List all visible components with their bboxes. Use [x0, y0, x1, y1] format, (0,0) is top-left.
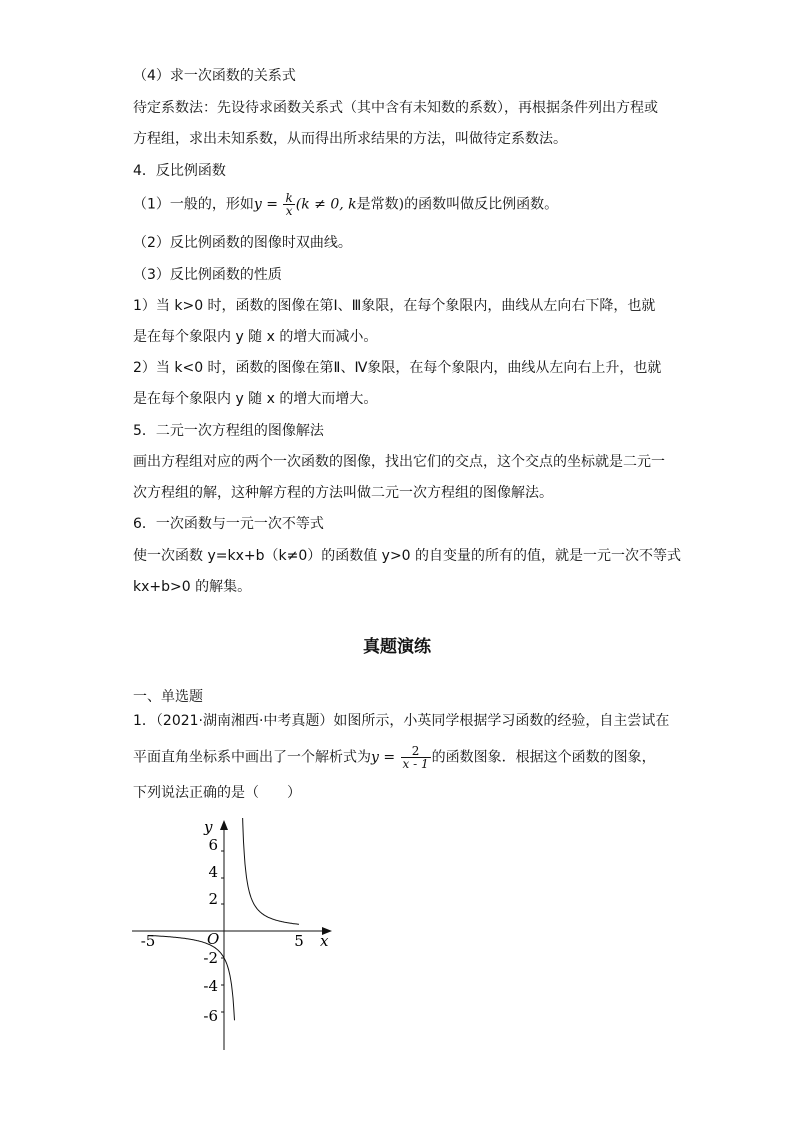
q1-den: x - 1 [402, 757, 429, 771]
l5-prefix: （1）一般的，形如 [133, 196, 254, 213]
text-line-10: 2）当 k<0 时，函数的图像在第Ⅱ、Ⅳ象限，在每个象限内，曲线从左向右上升，也就 [133, 360, 662, 376]
text-line-8: 1）当 k>0 时，函数的图像在第Ⅰ、Ⅲ象限，在每个象限内，曲线从左向右下降，也就 [133, 298, 656, 314]
y-tick-label-neg4: -4 [203, 977, 218, 995]
q1-num: 2 [401, 745, 431, 758]
x-axis-label: x [320, 932, 329, 950]
text-line-14: 次方程组的解，这种解方程的方法叫做二元一次方程组的图像解法。 [133, 485, 553, 501]
q1-post: 的函数图象．根据这个函数的图象， [431, 749, 656, 766]
q1-mid: 平面直角坐标系中画出了一个解析式为 [133, 749, 371, 766]
text-line-4: 4．反比例函数 [133, 163, 226, 179]
question-1-line-3: 下列说法正确的是（ ） [133, 785, 301, 801]
hyperbola-right-branch [242, 818, 299, 924]
y-tick-label-6: 6 [208, 836, 218, 854]
hyperbola-left-branch [149, 936, 235, 1021]
y-axis-arrow [220, 820, 228, 830]
text-line-12: 5．二元一次方程组的图像解法 [133, 423, 324, 439]
l5-cond2: 是常数 [356, 196, 399, 213]
origin-label: O [207, 930, 220, 948]
x-tick-label-neg5: -5 [140, 932, 156, 950]
section-title: 真题演练 [363, 637, 431, 657]
fraction-2-over-x-minus-1 [401, 745, 431, 770]
text-line-5 [133, 192, 558, 217]
fraction-k-over-x [283, 192, 294, 217]
text-line-17: kx+b>0 的解集。 [133, 579, 252, 595]
y-tick-label-neg6: -6 [203, 1007, 218, 1025]
frac-num: k [285, 191, 293, 205]
question-1-line-2 [133, 745, 656, 770]
y-axis-label: y [204, 818, 213, 836]
l5-post: 的函数叫做反比例函数。 [404, 196, 559, 213]
question-1-line-1: 1．（2021·湖南湘西·中考真题）如图所示，小英同学根据学习函数的经验，自主尝试在 [133, 713, 670, 729]
question-type: 一、单选题 [133, 689, 203, 705]
x-tick-label-5: 5 [294, 932, 304, 950]
text-line-15: 6．一次函数与一元一次不等式 [133, 516, 324, 532]
text-line-7: （3）反比例函数的性质 [133, 267, 282, 283]
text-line-11: 是在每个象限内 y 随 x 的增大而增大。 [133, 391, 378, 407]
y-tick-label-neg2: -2 [203, 949, 218, 967]
l5-close: ) [398, 196, 405, 213]
text-line-6: （2）反比例函数的图像时双曲线。 [133, 235, 352, 251]
text-line-13: 画出方程组对应的两个一次函数的图像，找出它们的交点，这个交点的坐标就是二元一 [133, 454, 665, 470]
l5-cond: (k ≠ 0, k [295, 196, 357, 213]
text-line-1: （4）求一次函数的关系式 [133, 68, 296, 84]
l5-y: y = [253, 196, 279, 213]
text-line-9: 是在每个象限内 y 随 x 的增大而减小。 [133, 329, 378, 345]
frac-den: x [285, 204, 293, 218]
y-tick-label-2: 2 [208, 890, 218, 908]
y-tick-label-4: 4 [208, 863, 218, 881]
text-line-3: 方程组，求出未知系数，从而得出所求结果的方法，叫做待定系数法。 [133, 131, 567, 147]
text-line-2: 待定系数法：先设待求函数关系式（其中含有未知数的系数），再根据条件列出方程或 [133, 100, 658, 116]
function-graph [128, 818, 338, 1053]
q1-y: y = [371, 749, 396, 766]
text-line-16: 使一次函数 y=kx+b（k≠0）的函数值 y>0 的自变量的所有的值，就是一元一次不等式 [133, 548, 682, 564]
